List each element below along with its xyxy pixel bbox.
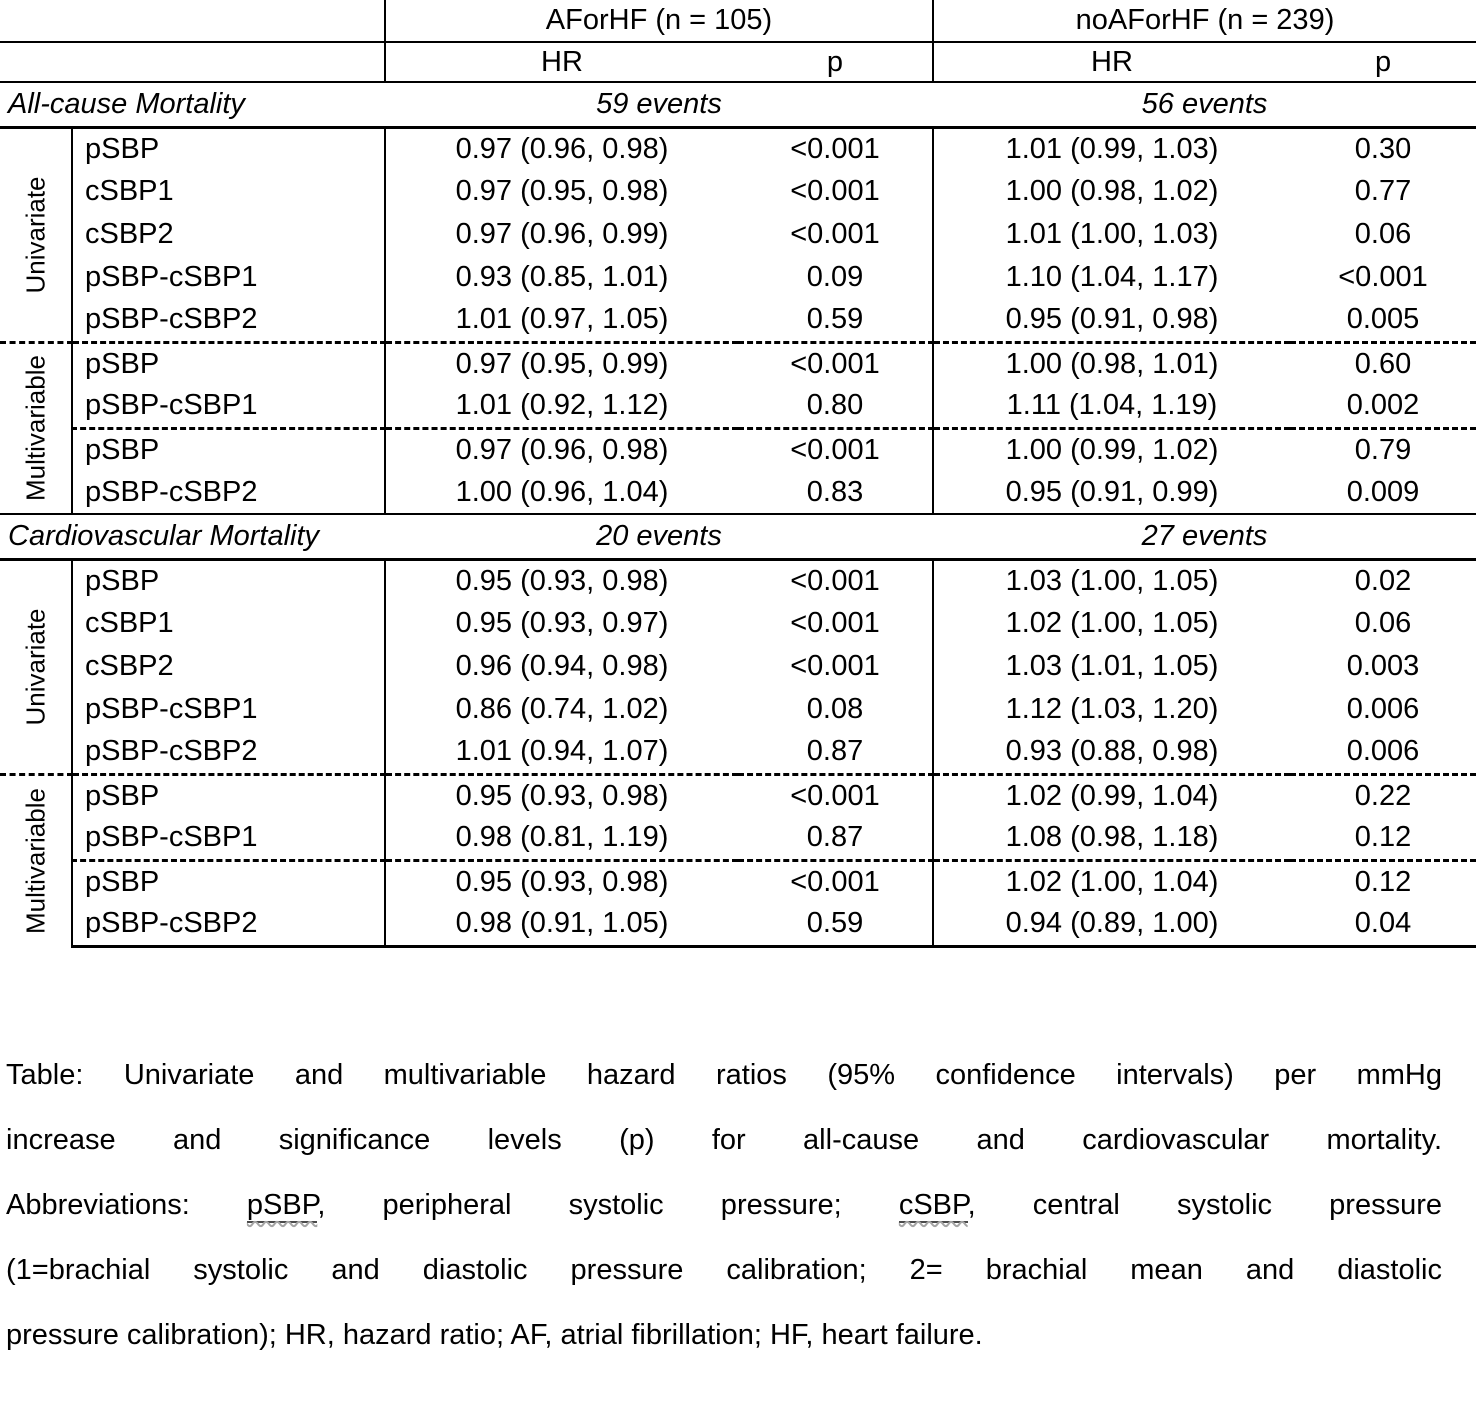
cell-p-noaforhf: <0.001 — [1338, 261, 1428, 293]
cell-hr-aforhf: 0.98 (0.91, 1.05) — [385, 903, 738, 946]
cell-p-aforhf: 0.83 — [806, 475, 864, 508]
caption-line — [6, 1043, 1442, 1108]
cell-p-noaforhf: 0.006 — [1346, 735, 1420, 768]
cell-hr-aforhf: 0.97 (0.96, 0.98) — [385, 428, 738, 471]
subheader-p-aforhf: p — [738, 42, 933, 82]
cell-hr-aforhf: 1.01 (0.97, 1.05) — [455, 303, 669, 336]
cell-p-noaforhf: 0.06 — [1354, 218, 1412, 250]
cell-variable: pSBP-cSBP1 — [72, 385, 385, 428]
cell-hr-noaforhf: 1.03 (1.00, 1.05) — [933, 559, 1290, 602]
cell-hr-aforhf: 1.01 (0.92, 1.12) — [455, 389, 669, 422]
cell-p-noaforhf: 0.30 — [1354, 132, 1412, 165]
cell-variable: pSBP — [72, 774, 385, 817]
cell-p-aforhf: 0.59 — [738, 903, 933, 946]
analysis-group-label-multivariable: Multivariable — [20, 355, 50, 502]
table-row — [0, 299, 1476, 342]
cell-variable: pSBP-cSBP2 — [72, 731, 385, 774]
cell-hr-noaforhf: 1.02 (1.00, 1.04) — [933, 860, 1290, 903]
cell-hr-noaforhf: 0.93 (0.88, 0.98) — [933, 731, 1290, 774]
cell-hr-noaforhf: 1.00 (0.98, 1.01) — [933, 342, 1290, 385]
caption-text: , central systolic pressure — [967, 1188, 1443, 1221]
cell-hr-noaforhf: 0.95 (0.91, 0.99) — [933, 471, 1290, 514]
table-row — [0, 860, 1476, 903]
table-row — [0, 342, 1476, 385]
column-group-header-row — [0, 0, 1476, 42]
cell-hr-aforhf: 0.98 (0.81, 1.19) — [455, 821, 669, 854]
cell-variable: cSBP2 — [72, 645, 385, 688]
cell-variable: cSBP2 — [72, 213, 385, 256]
cell-hr-aforhf: 0.97 (0.95, 0.99) — [385, 342, 738, 385]
cell-hr-aforhf: 1.00 (0.96, 1.04) — [455, 475, 669, 508]
caption-line — [6, 1303, 1442, 1368]
subheader-p-noaforhf: p — [1290, 42, 1476, 82]
caption-text: pressure calibration); HR, hazard ratio; AF, atrial fibrillation; HF, heart failure. — [6, 1318, 983, 1351]
caption-text: (1=brachial systolic and diastolic pressure calibration; 2= brachial mean and diastolic — [6, 1253, 1442, 1286]
table-row — [0, 731, 1476, 774]
cell-hr-aforhf: 0.95 (0.93, 0.98) — [455, 564, 669, 597]
cell-p-noaforhf: 0.003 — [1346, 650, 1420, 682]
caption-line — [6, 1238, 1442, 1303]
cell-hr-noaforhf: 1.12 (1.03, 1.20) — [933, 688, 1290, 731]
cell-variable: pSBP-cSBP2 — [72, 903, 385, 946]
cell-hr-aforhf: 0.97 (0.96, 0.98) — [455, 132, 669, 165]
cell-variable: pSBP-cSBP1 — [72, 256, 385, 299]
cell-p-aforhf: <0.001 — [790, 175, 880, 207]
cell-hr-noaforhf: 1.11 (1.04, 1.19) — [933, 385, 1290, 428]
cell-variable: pSBP — [72, 428, 385, 471]
caption-text: Table: Univariate and multivariable hazard ratios (95% confidence intervals) per mmHg — [6, 1058, 1442, 1091]
analysis-group-label-multivariable: Multivariable — [20, 787, 50, 934]
cell-p-aforhf: 0.09 — [806, 261, 864, 293]
cell-hr-noaforhf: 1.02 (1.00, 1.05) — [933, 602, 1290, 645]
subheader-hr-noaforhf: HR — [933, 42, 1290, 82]
empty-header-cell — [0, 0, 385, 42]
empty-header-cell — [0, 42, 385, 82]
cell-p-aforhf: <0.001 — [738, 774, 933, 817]
cell-variable: pSBP-cSBP2 — [72, 471, 385, 514]
cell-p-aforhf: <0.001 — [790, 650, 880, 682]
cell-p-aforhf: <0.001 — [738, 860, 933, 903]
table-row — [0, 774, 1476, 817]
table-row — [0, 602, 1476, 645]
table-row — [0, 903, 1476, 946]
subheader-hr-aforhf: HR — [385, 42, 738, 82]
cell-variable: pSBP — [72, 559, 385, 602]
analysis-group-label-cell — [0, 342, 72, 514]
cell-hr-noaforhf: 1.01 (1.00, 1.03) — [933, 213, 1290, 256]
table-row — [0, 127, 1476, 170]
cell-p-noaforhf: 0.02 — [1354, 564, 1412, 597]
column-group-noaforhf: noAForHF (n = 239) — [933, 0, 1476, 42]
cell-p-noaforhf: 0.60 — [1290, 342, 1476, 385]
cell-hr-aforhf: 0.95 (0.93, 0.97) — [455, 607, 669, 639]
cell-p-aforhf: 0.87 — [806, 821, 864, 854]
table-row — [0, 428, 1476, 471]
cell-hr-aforhf: 0.86 (0.74, 1.02) — [455, 693, 669, 725]
cell-p-noaforhf: 0.04 — [1290, 903, 1476, 946]
cell-hr-noaforhf: 0.95 (0.91, 0.98) — [933, 299, 1290, 342]
table-row — [0, 385, 1476, 428]
cell-p-aforhf: 0.59 — [806, 303, 864, 336]
cell-variable: pSBP — [72, 342, 385, 385]
cell-hr-noaforhf: 1.08 (0.98, 1.18) — [933, 817, 1290, 860]
cell-hr-noaforhf: 0.94 (0.89, 1.00) — [933, 903, 1290, 946]
analysis-group-label-cell — [0, 559, 72, 774]
section-title: Cardiovascular Mortality — [0, 514, 385, 559]
cell-p-aforhf: 0.80 — [806, 389, 864, 422]
table-body — [0, 82, 1476, 946]
analysis-group-label-univariate: Univariate — [20, 175, 50, 294]
cell-hr-noaforhf: 1.10 (1.04, 1.17) — [933, 256, 1290, 299]
cell-hr-noaforhf: 1.02 (0.99, 1.04) — [933, 774, 1290, 817]
cell-p-noaforhf: 0.005 — [1346, 303, 1420, 336]
cell-p-aforhf: <0.001 — [738, 342, 933, 385]
cell-p-aforhf: <0.001 — [790, 607, 880, 639]
cell-hr-noaforhf: 1.03 (1.01, 1.05) — [933, 645, 1290, 688]
cell-variable: cSBP1 — [72, 602, 385, 645]
analysis-group-label-cell — [0, 774, 72, 946]
table-row — [0, 559, 1476, 602]
cell-hr-aforhf: 1.01 (0.94, 1.07) — [455, 735, 669, 768]
cell-p-noaforhf: 0.06 — [1354, 607, 1412, 639]
cell-p-noaforhf: 0.22 — [1290, 774, 1476, 817]
table-row — [0, 471, 1476, 514]
section-header-row — [0, 82, 1476, 127]
caption-text: , peripheral systolic pressure; — [317, 1188, 899, 1221]
table-row — [0, 256, 1476, 299]
subheader-row — [0, 42, 1476, 82]
analysis-group-label-univariate: Univariate — [20, 607, 50, 726]
cell-p-aforhf: <0.001 — [790, 564, 880, 597]
cell-hr-aforhf: 0.96 (0.94, 0.98) — [455, 650, 669, 682]
cell-variable: pSBP-cSBP1 — [72, 688, 385, 731]
cell-p-aforhf: <0.001 — [790, 218, 880, 250]
cell-variable: cSBP1 — [72, 170, 385, 213]
misspelled-term: cSBP — [898, 1188, 968, 1221]
table-row — [0, 817, 1476, 860]
section-events-aforhf: 59 events — [385, 82, 933, 127]
cell-p-aforhf: <0.001 — [790, 132, 880, 165]
misspelled-term: pSBP — [246, 1188, 318, 1221]
cell-p-noaforhf: 0.006 — [1346, 693, 1420, 725]
cell-p-noaforhf: 0.79 — [1290, 428, 1476, 471]
caption-text: Abbreviations: — [6, 1188, 247, 1221]
section-header-row — [0, 514, 1476, 559]
cell-p-aforhf: 0.87 — [806, 735, 864, 768]
cell-variable: pSBP-cSBP2 — [72, 299, 385, 342]
cell-hr-noaforhf: 1.00 (0.99, 1.02) — [933, 428, 1290, 471]
cell-hr-aforhf: 0.93 (0.85, 1.01) — [455, 261, 669, 293]
caption — [6, 1043, 1442, 1368]
cell-p-aforhf: <0.001 — [738, 428, 933, 471]
table-row — [0, 170, 1476, 213]
cell-hr-aforhf: 0.97 (0.96, 0.99) — [455, 218, 669, 250]
table-row — [0, 645, 1476, 688]
cell-hr-noaforhf: 1.01 (0.99, 1.03) — [933, 127, 1290, 170]
table-row — [0, 213, 1476, 256]
cell-p-noaforhf: 0.009 — [1346, 475, 1420, 508]
section-events-noaforhf: 27 events — [933, 514, 1476, 559]
section-title: All-cause Mortality — [0, 82, 385, 127]
section-events-aforhf: 20 events — [385, 514, 933, 559]
cell-variable: pSBP-cSBP1 — [72, 817, 385, 860]
cell-variable: pSBP — [72, 860, 385, 903]
cell-p-aforhf: 0.08 — [806, 693, 864, 725]
cell-hr-noaforhf: 1.00 (0.98, 1.02) — [933, 170, 1290, 213]
cell-variable: pSBP — [72, 127, 385, 170]
caption-line — [6, 1108, 1442, 1173]
analysis-group-label-cell — [0, 127, 72, 342]
cell-hr-aforhf: 0.97 (0.95, 0.98) — [455, 175, 669, 207]
table-row — [0, 688, 1476, 731]
cell-p-noaforhf: 0.77 — [1354, 175, 1412, 207]
caption-text: increase and significance levels (p) for all-cause and cardiovascular mortality. — [6, 1123, 1442, 1156]
cell-hr-aforhf: 0.95 (0.93, 0.98) — [385, 860, 738, 903]
cell-hr-aforhf: 0.95 (0.93, 0.98) — [385, 774, 738, 817]
cell-p-noaforhf: 0.002 — [1346, 389, 1420, 422]
cell-p-noaforhf: 0.12 — [1290, 860, 1476, 903]
column-group-aforhf: AForHF (n = 105) — [385, 0, 933, 42]
cell-p-noaforhf: 0.12 — [1354, 821, 1412, 854]
caption-line — [6, 1173, 1442, 1238]
section-events-noaforhf: 56 events — [933, 82, 1476, 127]
